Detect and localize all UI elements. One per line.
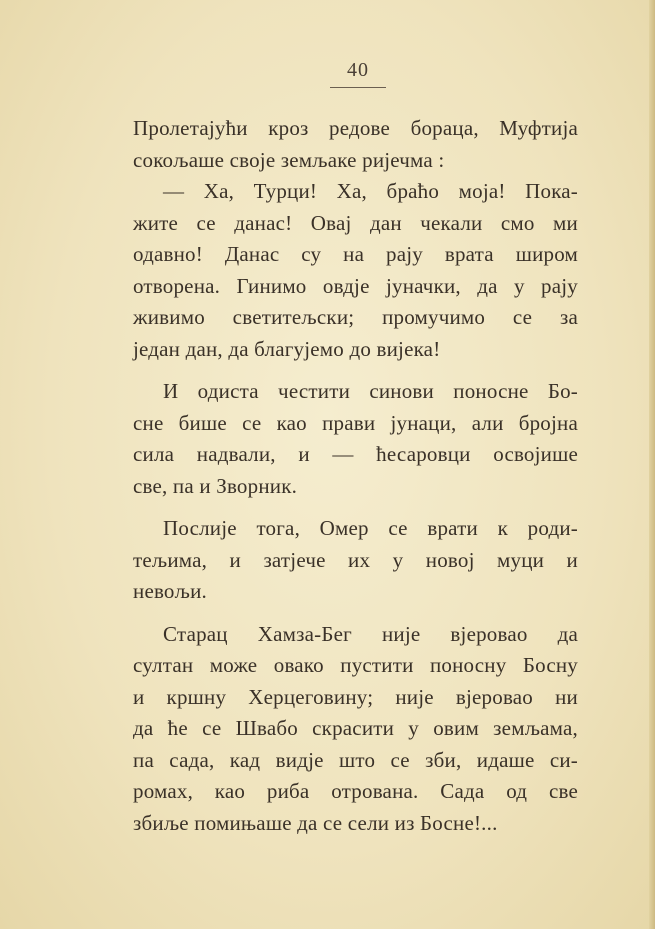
text-line: и кршну Херцеговину; није вјеровао ни (133, 684, 578, 709)
paragraph-2 (133, 376, 578, 502)
page-number-underline (330, 87, 386, 88)
text-line: ромах, као риба отрована. Сада од све (133, 779, 578, 803)
text-line: све, па и Зворник. (133, 473, 298, 498)
paragraph-spacer (133, 502, 578, 513)
text-line: тељима, и затјече их у новој муци и (133, 547, 578, 572)
text-line: одавно! Данас су на рају врата широм (133, 242, 578, 266)
text-line: један дан, да благујемо до вијека! (133, 336, 441, 361)
paragraph-1 (133, 113, 578, 365)
text-line: Послије тога, Омер се врати к роди- (163, 516, 578, 540)
text-line: да ће се Швабо скрасити у овим земљама, (133, 716, 578, 740)
text-line: отворена. Гинимо овдје јуначки, да у рају (133, 273, 578, 298)
text-line: — Ха, Турци! Ха, браћо моја! Пока- (163, 179, 578, 203)
text-line: сила надвали, и — ћесаровци освојише (133, 442, 578, 466)
text-line: И одиста честити синови поносне Бо- (163, 379, 578, 403)
text-line: живимо светитељски; промучимо се за (133, 305, 578, 329)
text-line: Старац Хамза-Бег није вјеровао да (163, 621, 578, 646)
paragraph-spacer (133, 365, 578, 376)
text-line: па сада, кад видје што се зби, идаше си- (133, 747, 578, 772)
text-line: Пролетајући кроз редове бораца, Муфтија (133, 116, 578, 140)
paragraph-spacer (133, 608, 578, 619)
text-line: жите се данас! Овај дан чекали смо ми (133, 210, 578, 235)
paragraph-3 (133, 513, 578, 608)
text-line: невољи. (133, 579, 207, 603)
text-line: сне бише се као прави јунаци, али бројна (133, 410, 578, 435)
text-line: сокољаше своје земљаке ријечма : (133, 147, 445, 172)
text-line: султан може овако пустити поносну Босну (133, 653, 578, 677)
paragraph-4 (133, 619, 578, 840)
page-edge (649, 0, 655, 929)
text-line: збиље помињаше да се сели из Босне!... (133, 810, 498, 835)
page-number: 40 (347, 59, 369, 81)
body-text (133, 113, 578, 839)
